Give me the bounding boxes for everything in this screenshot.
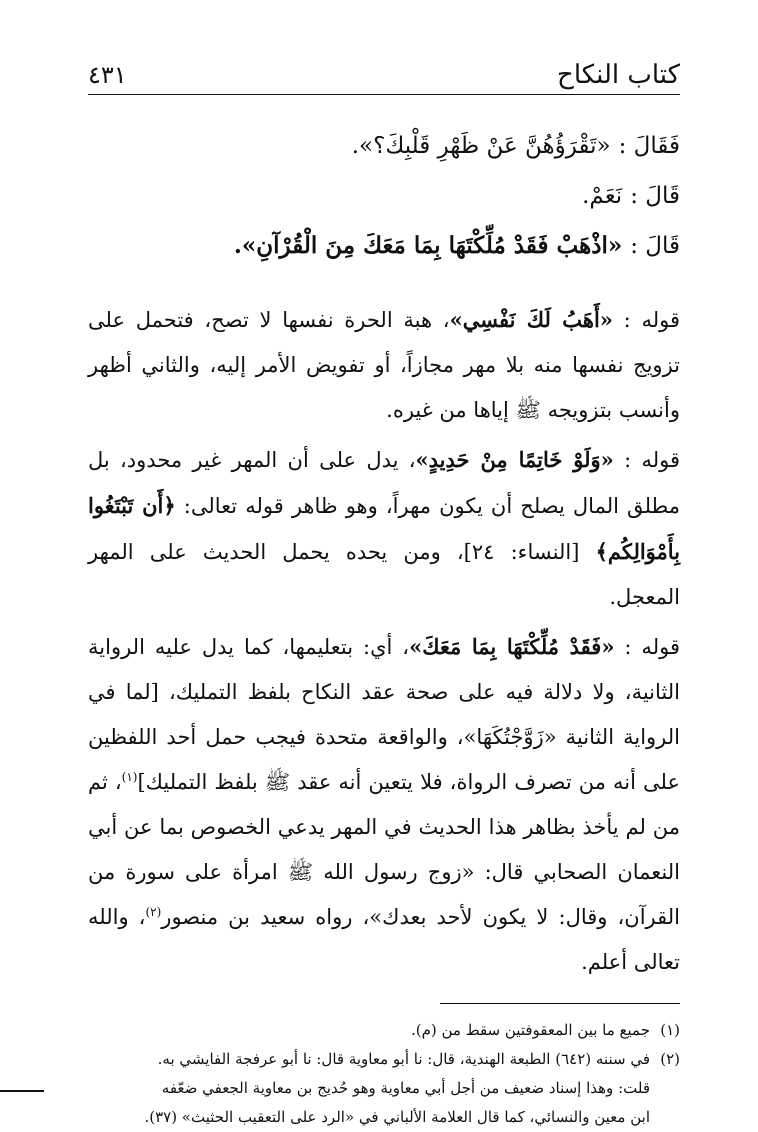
paragraph-text: [النساء: ٢٤]، ومن يحده يحمل الحديث على المهر المعجل. — [88, 540, 680, 609]
hadith-text: نَعَمْ. — [582, 183, 623, 209]
page-corner-mark — [0, 1090, 44, 1092]
footnote-number: (١) — [660, 1021, 680, 1039]
footnote-divider — [440, 1003, 680, 1004]
footnote-number: (٢) — [660, 1050, 680, 1068]
footnotes — [88, 1016, 680, 1132]
hadith-speaker: قَالَ : — [630, 183, 680, 209]
quran-verse: ﴿أَن تَبْتَغُوا بِأَمْوَالِكُم﴾ — [88, 493, 681, 564]
hadith-block — [88, 121, 680, 271]
quoted-phrase: «وَلَوْ خَاتِمًا مِنْ حَدِيدٍ» — [415, 447, 614, 472]
paragraph-text: ، والله تعالى أعلم. — [88, 905, 680, 974]
commentary-paragraph — [88, 624, 680, 985]
hadith-line — [88, 221, 680, 271]
hadith-text: «اذْهَبْ فَقَدْ مُلِّكْتَهَا بِمَا مَعَكَ مِنَ الْقُرْآنِ». — [233, 232, 623, 259]
footnote-continuation: قلت: وهذا إسناد ضعيف من أجل أبي معاوية وهو حُديج بن معاوية الجعفي ضعّفه — [161, 1079, 650, 1097]
paragraph-text: ، هبة الحرة نفسها لا تصح، فتحمل على تزويج نفسها منه بلا مهر مجازاً، أو تفويض الأمر إليه، والثاني أظهر وأنسب بتزويجه ﷺ إياها من غيره. — [88, 308, 680, 422]
quoted-phrase: «أَهَبُ لَكَ نَفْسِي» — [449, 307, 613, 332]
footnote — [88, 1045, 680, 1074]
paragraph-text: ، يدل على أن المهر غير محدود، بل مطلق المال يصلح أن يكون مهراً، وهو ظاهر قوله تعالى: — [88, 448, 680, 518]
footnote-continuation: ابن معين والنسائي، كما قال العلامة الألباني في «الرد على التعقيب الحثيث» (٣٧). — [144, 1108, 650, 1126]
hadith-speaker: فَقَالَ : — [618, 133, 680, 159]
footnote-text: في سننه (٦٤٢) الطبعة الهندية، قال: نا أبو معاوية قال: نا أبو عرفجة الفايشي به. — [157, 1050, 650, 1068]
commentary-paragraph — [88, 437, 680, 620]
chapter-title: كتاب النكاح — [557, 60, 680, 90]
page-number: ٤٣١ — [88, 61, 127, 89]
book-page — [88, 52, 680, 1132]
hadith-line — [88, 171, 680, 221]
hadith-text: «تَقْرَؤُهُنَّ عَنْ ظَهْرِ قَلْبِكَ؟». — [351, 133, 611, 159]
paragraph-text: ، ثم من لم يأخذ بظاهر هذا الحديث في المهر يدعي الخصوص بما عن أبي النعمان الصحابي قال: «زوج رسول الله ﷺ امرأة على سورة من القرآن، وقال: لا يكون لأحد بعدك»، رواه سعيد بن منصور — [88, 770, 680, 929]
footnote — [88, 1016, 680, 1045]
paragraph-text: ، أي: بتعليمها، كما يدل عليه الرواية الثانية، ولا دلالة فيه على صحة عقد النكاح بلفظ التمليك، [لما في الرواية الثانية «زَوَّجْتُكَهَا»، والواقعة متحدة فيجب حمل أحد اللفظين على أنه من تصرف الرواة، فلا يتعين أنه عقد ﷺ بلفظ التمليك] — [88, 635, 680, 794]
hadith-speaker: قَالَ : — [630, 233, 680, 259]
hadith-line — [88, 121, 680, 171]
footnote-ref[interactable]: (١) — [121, 770, 138, 784]
quoted-phrase: «فَقَدْ مُلِّكْتَهَا بِمَا مَعَكَ» — [409, 634, 615, 659]
paragraph-lead: قوله : — [612, 308, 680, 332]
commentary-paragraph — [88, 297, 680, 433]
footnote-text: جميع ما بين المعقوفتين سقط من (م). — [410, 1021, 650, 1039]
paragraph-lead: قوله : — [614, 635, 680, 659]
commentary — [88, 297, 680, 985]
page-header — [88, 52, 680, 95]
footnote-ref[interactable]: (٢) — [145, 905, 162, 919]
paragraph-lead: قوله : — [613, 448, 680, 472]
